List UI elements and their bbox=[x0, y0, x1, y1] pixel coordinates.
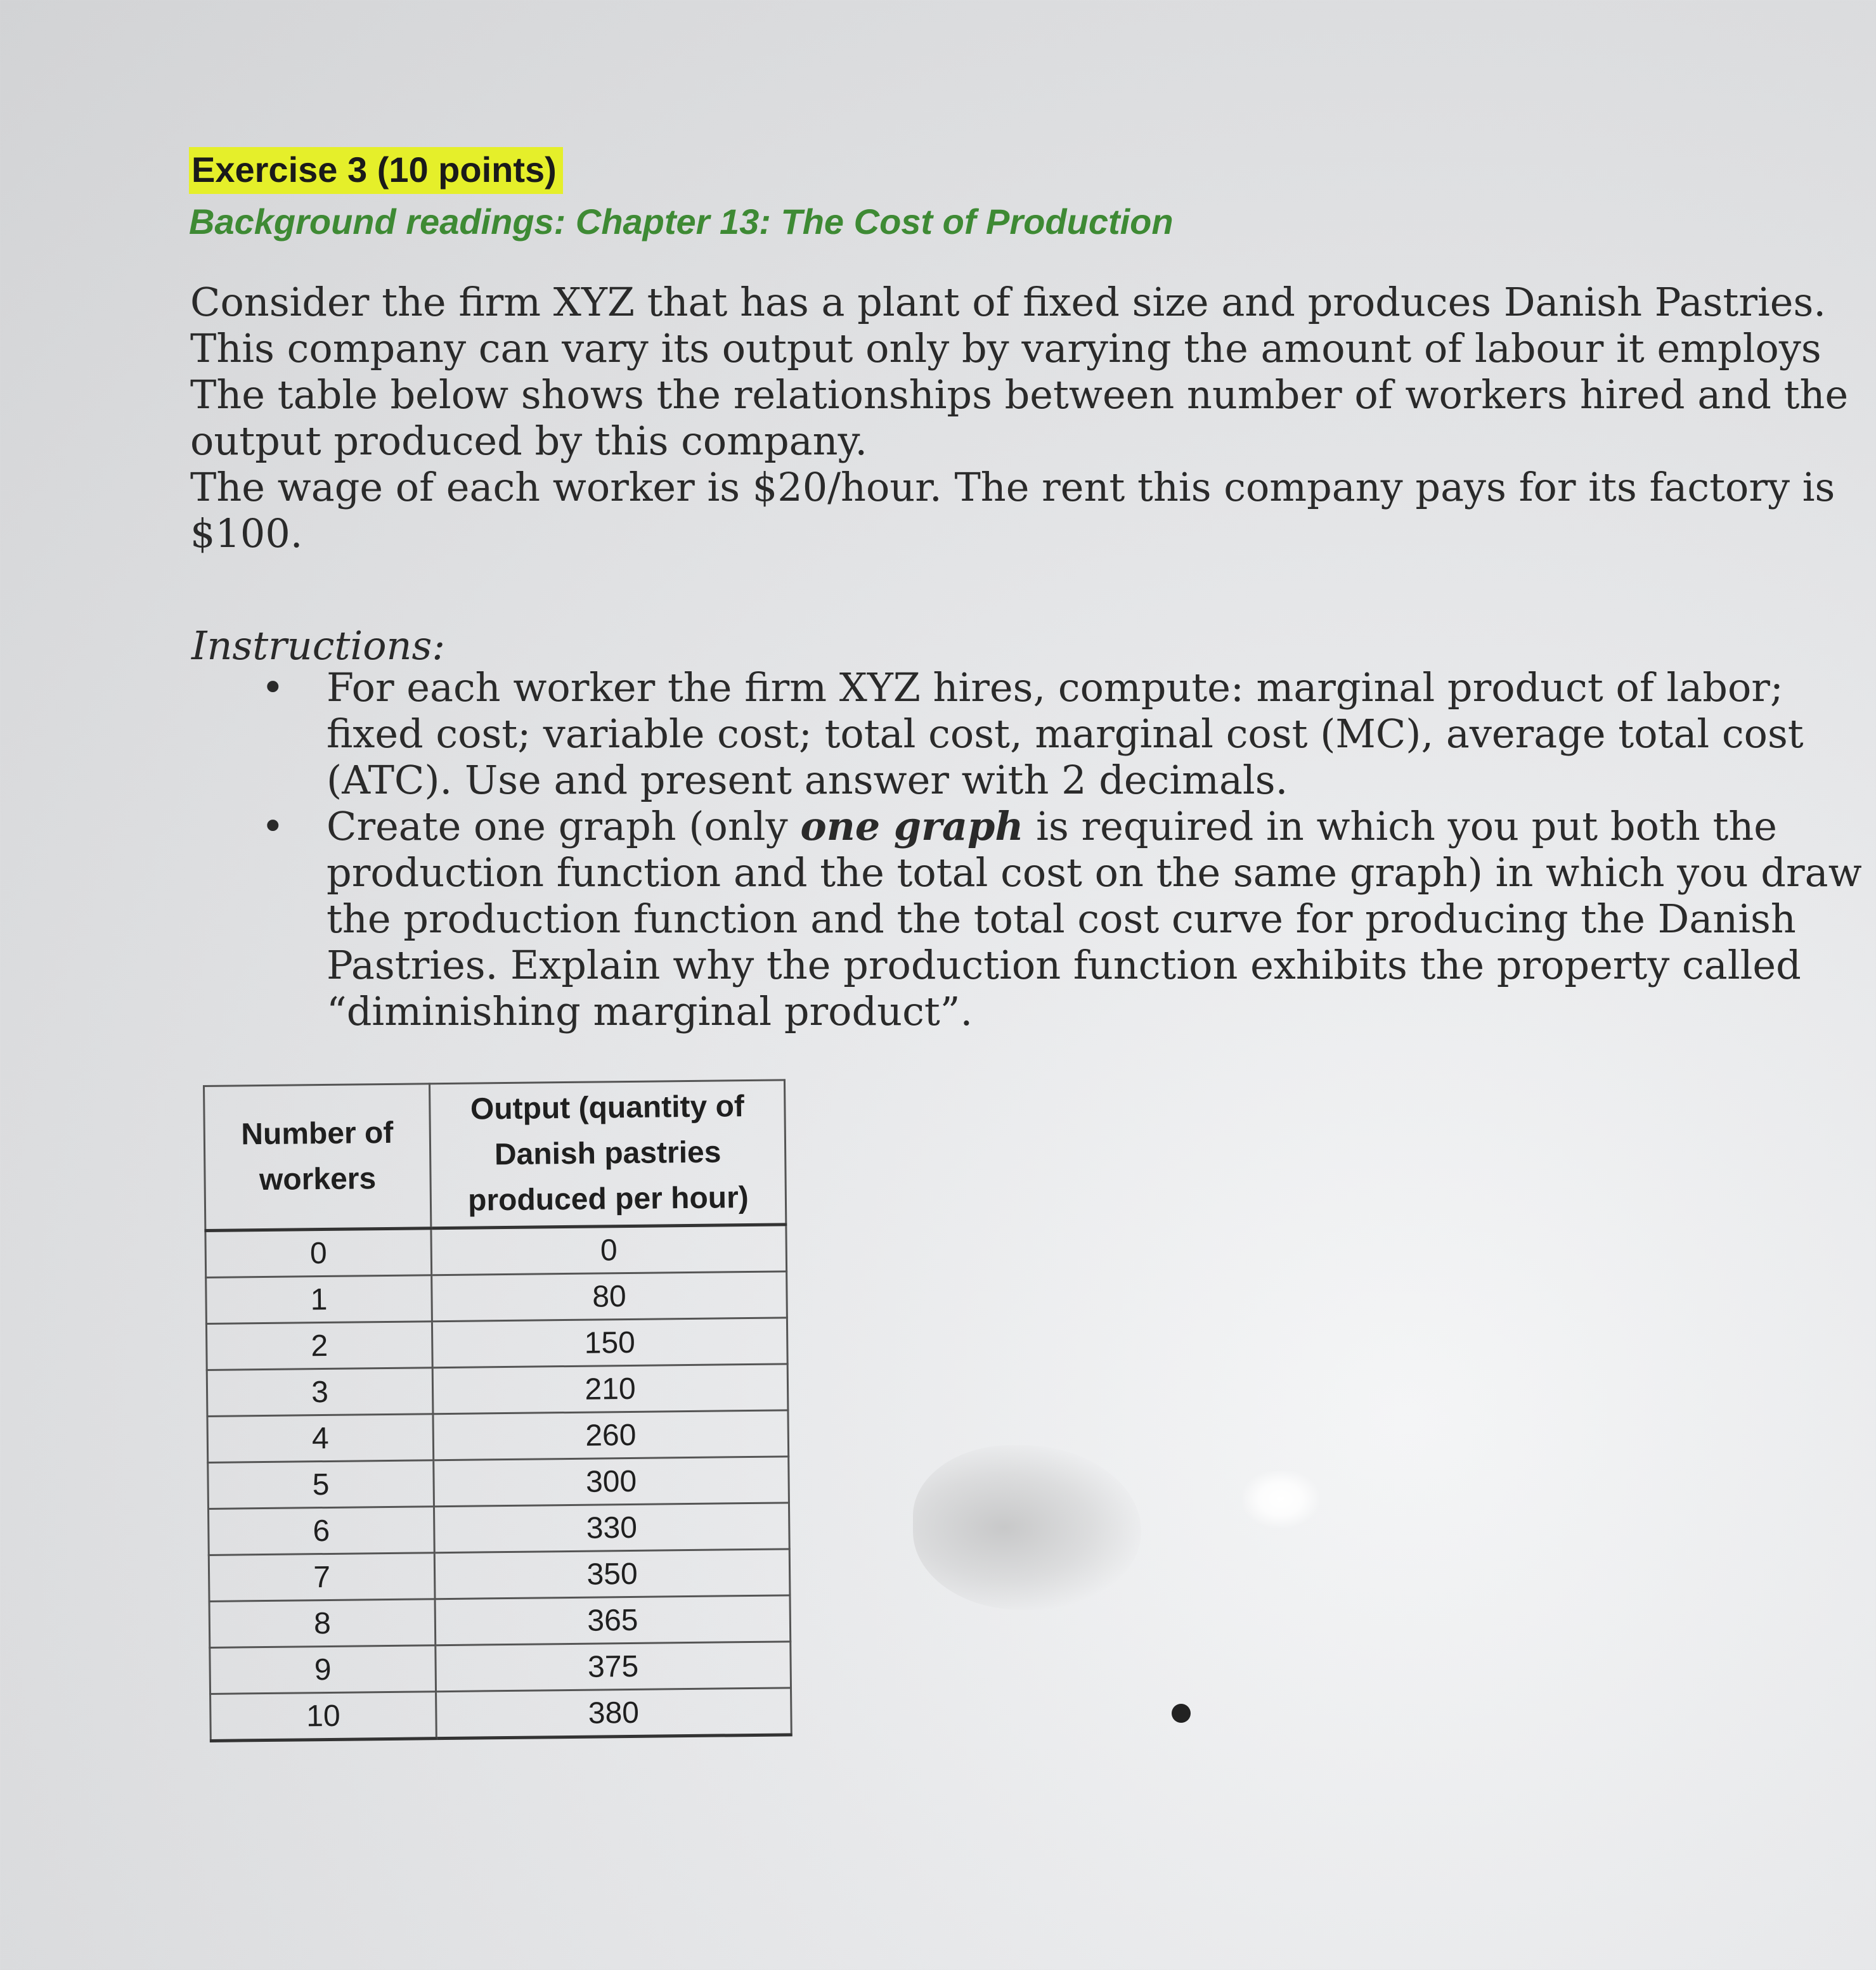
cell-output: 210 bbox=[432, 1364, 788, 1414]
instruction-line: fixed cost; variable cost; total cost, marginal cost (MC), average total cost bbox=[327, 711, 1804, 757]
cell-workers: 0 bbox=[205, 1228, 432, 1278]
table-row bbox=[210, 1642, 791, 1694]
header-text: workers bbox=[259, 1162, 377, 1197]
header-output bbox=[429, 1080, 786, 1228]
workers-output-table bbox=[203, 1079, 792, 1742]
cell-workers: 9 bbox=[210, 1645, 436, 1694]
paragraph-line: $100. bbox=[190, 510, 303, 557]
header-workers bbox=[204, 1084, 431, 1231]
cell-output: 150 bbox=[432, 1318, 787, 1368]
cell-workers: 2 bbox=[206, 1322, 432, 1370]
bullet-icon: • bbox=[261, 664, 285, 711]
exercise-title: Exercise 3 (10 points) bbox=[189, 147, 563, 194]
table-row bbox=[209, 1503, 790, 1555]
table-row bbox=[205, 1225, 787, 1278]
emphasis-one-graph: one graph bbox=[800, 803, 1024, 849]
header-text: Number of bbox=[241, 1116, 394, 1152]
header-text: Output (quantity of bbox=[470, 1090, 745, 1126]
bullet-icon: • bbox=[261, 803, 285, 849]
table-row bbox=[209, 1549, 790, 1602]
cell-workers: 1 bbox=[206, 1275, 432, 1324]
cell-workers: 6 bbox=[209, 1507, 435, 1555]
cell-output: 375 bbox=[436, 1642, 791, 1692]
instructions-list bbox=[254, 664, 1876, 1034]
instruction-line: production function and the total cost on the same graph) in which you draw bbox=[327, 849, 1862, 896]
table-row bbox=[208, 1457, 789, 1509]
background-reading: Background readings: Chapter 13: The Cost of Production bbox=[189, 202, 1174, 241]
instruction-line: For each worker the firm XYZ hires, compute: marginal product of labor; bbox=[327, 664, 1783, 711]
instruction-item-graph bbox=[254, 803, 1876, 1034]
cell-output: 260 bbox=[433, 1410, 789, 1460]
screen-spot bbox=[1172, 1704, 1191, 1723]
cell-output: 365 bbox=[435, 1595, 791, 1645]
cell-workers: 7 bbox=[209, 1553, 435, 1602]
table-row bbox=[207, 1410, 789, 1463]
paragraph-line: This company can vary its output only by varying the amount of labour it employs bbox=[190, 325, 1821, 371]
paragraph-line: Consider the firm XYZ that has a plant of fixed size and produces Danish Pastries. bbox=[190, 279, 1827, 325]
cell-workers: 8 bbox=[209, 1599, 436, 1648]
cell-workers: 5 bbox=[208, 1460, 434, 1509]
instruction-line bbox=[327, 803, 1876, 849]
paragraph-line: The wage of each worker is $20/hour. The rent this company pays for its factory is bbox=[190, 464, 1835, 510]
cell-output: 300 bbox=[434, 1457, 789, 1507]
screen-smudge bbox=[913, 1445, 1141, 1610]
instruction-line: (ATC). Use and present answer with 2 decimals. bbox=[327, 757, 1288, 803]
table-row bbox=[209, 1595, 791, 1648]
table-row bbox=[207, 1364, 788, 1417]
header-text: produced per hour) bbox=[467, 1180, 749, 1218]
instruction-line: the production function and the total cost curve for producing the Danish bbox=[327, 896, 1796, 942]
table-row bbox=[206, 1271, 787, 1324]
problem-paragraph bbox=[190, 279, 1876, 557]
cell-workers: 4 bbox=[207, 1414, 434, 1463]
cell-output: 80 bbox=[432, 1271, 787, 1322]
cell-output: 350 bbox=[434, 1549, 790, 1599]
cell-workers: 10 bbox=[210, 1692, 437, 1741]
cell-workers: 3 bbox=[207, 1368, 433, 1417]
paragraph-line: The table below shows the relationships between number of workers hired and the bbox=[190, 371, 1849, 418]
instructions-label: Instructions: bbox=[191, 622, 446, 669]
table-row bbox=[206, 1318, 787, 1370]
instruction-line: Pastries. Explain why the production function exhibits the property called bbox=[327, 942, 1801, 988]
table-header-row bbox=[204, 1080, 786, 1231]
cell-output: 330 bbox=[434, 1503, 789, 1553]
header-text: Danish pastries bbox=[494, 1135, 721, 1172]
instruction-item-compute bbox=[254, 664, 1876, 803]
table-row bbox=[210, 1688, 792, 1741]
cell-output: 380 bbox=[436, 1688, 792, 1739]
paragraph-line: output produced by this company. bbox=[190, 418, 868, 464]
instruction-text: is required in which you put both the bbox=[1023, 803, 1778, 849]
instruction-text: Create one graph (only bbox=[327, 803, 801, 849]
instruction-line: “diminishing marginal product”. bbox=[327, 988, 973, 1034]
screen-glare bbox=[1243, 1471, 1319, 1528]
cell-output: 0 bbox=[431, 1225, 787, 1275]
